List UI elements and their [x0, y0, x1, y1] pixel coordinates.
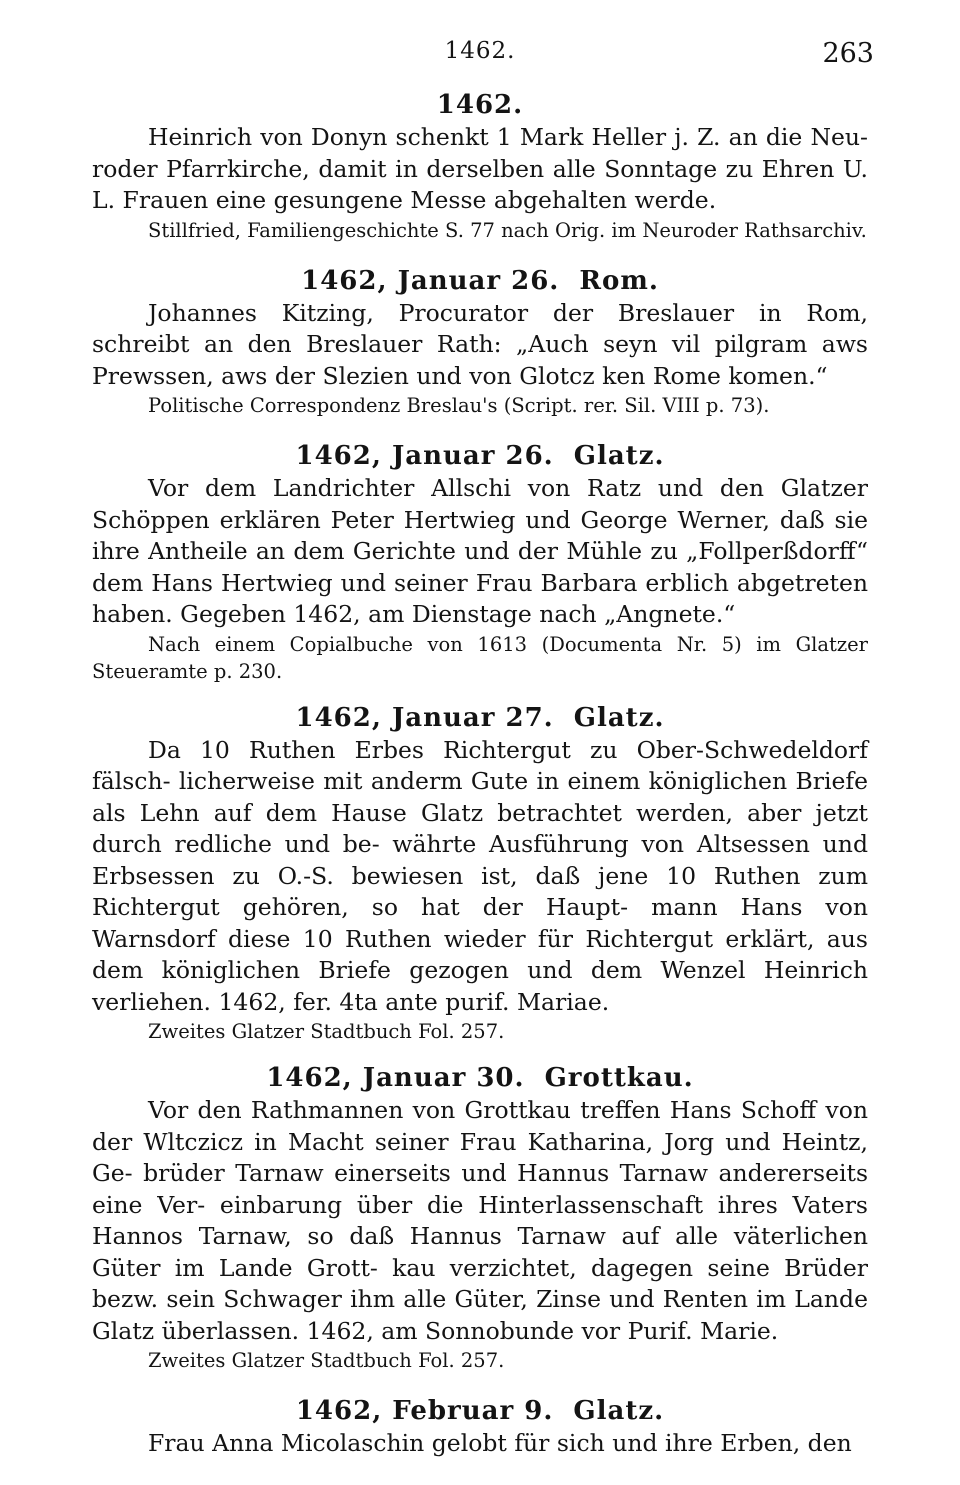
entry [92, 701, 868, 1046]
entry [92, 264, 868, 420]
entry-place: Grottkau. [544, 1063, 694, 1093]
entry-body: Vor den Rathmannen von Grottkau treffen Hans Schoff von der Wltczicz in Macht seiner Frau Katharina, Jorg und Heintz, Ge- brüder Tarnaw einerseits und Hannus Tarnaw andererseits eine Ver- einbarung über die Hinterlassenschaft ihres Vaters Hannos Tarnaw, so daß Hannus Tarnaw auf alle väterlichen Güter im Lande Grott- kau verzichtet, dagegen seine Brüder bezw. sein Schwager ihm alle Güter, Zinse und Renten im Lande Glatz überlassen. 1462, am Sonnobunde vor Purif. Marie. [92, 1096, 868, 1345]
running-title: 1462. [444, 38, 516, 64]
entry-date: 1462, Januar 26. [295, 441, 554, 471]
entry-date: 1462, Februar 9. [295, 1396, 554, 1426]
entry-source: Nach einem Copialbuche von 1613 (Documenta Nr. 5) im Glatzer Steueramte p. 230. [92, 632, 868, 683]
entry-place: Rom. [579, 265, 659, 296]
entry-heading [92, 1061, 868, 1095]
entry-place: Glatz. [573, 1396, 665, 1426]
entry-source: Stillfried, Familiengeschichte S. 77 nach Orig. im Neuroder Rathsarchiv. [148, 218, 867, 242]
entry-source: Politische Correspondenz Breslau's (Script. rer. Sil. VIII p. 73). [148, 394, 770, 417]
entry-body: Da 10 Ruthen Erbes Richtergut zu Ober-Schwedeldorf fälsch- licherweise mit anderm Gute in einem königlichen Briefe als Lehn auf dem Hause Glatz betrachtet werden, aber jetzt durch redliche und be- währte Ausführung von Altsessen und Erbsessen zu O.-S. bewiesen ist, daß jene 10 Ruthen zum Richtergut gehören, so hat der Haupt- mann Hans von Warnsdorf diese 10 Ruthen wieder für Richtergut erklärt, aus dem königlichen Briefe gezogen und dem Wenzel Heinrich verliehen. 1462, fer. 4ta ante purif. Mariae. [92, 735, 868, 1016]
entry-body: Johannes Kitzing, Procurator der Breslauer in Rom, schreibt an den Breslauer Rath: „Auch seyn vil pilgram aws Prewssen, aws der Slezien und von Glotcz ken Rome komen.“ [92, 298, 868, 390]
entry-body: Vor dem Landrichter Allschi von Ratz und den Glatzer Schöppen erklären Peter Hertwieg und George Werner, daß sie ihre Antheile an dem Gerichte und der Mühle zu „Follperßdorff“ dem Hans Hertwieg und seiner Frau Barbara erblich abgetreten haben. Gegeben 1462, am Dienstage nach „Angnete.“ [92, 474, 868, 628]
entry-heading [92, 439, 868, 473]
entry-source: Zweites Glatzer Stadtbuch Fol. 257. [148, 1020, 505, 1043]
entry [92, 1394, 868, 1460]
entry-place: Glatz. [573, 441, 665, 471]
entry-body: Frau Anna Micolaschin gelobt für sich und ihre Erben, den [148, 1429, 852, 1457]
page-number: 263 [822, 38, 874, 69]
entry-heading [92, 1394, 868, 1428]
running-header [0, 38, 960, 70]
entry [92, 88, 868, 244]
entry-heading [92, 701, 868, 735]
entry [92, 1061, 868, 1374]
entry-body: Heinrich von Donyn schenkt 1 Mark Heller j. Z. an die Neu- roder Pfarrkirche, damit in derselben alle Sonntage zu Ehren U. L. Frauen eine gesungene Messe abgehalten werde. [92, 123, 868, 214]
entry-heading [92, 264, 868, 298]
entry-heading [92, 88, 868, 122]
entry-date: 1462, Januar 30. [266, 1063, 525, 1093]
entry-date: 1462, Januar 26. [301, 265, 560, 296]
page-content [92, 88, 868, 1460]
entry-date: 1462, Januar 27. [295, 702, 554, 733]
entry [92, 439, 868, 685]
entry-source: Zweites Glatzer Stadtbuch Fol. 257. [148, 1349, 505, 1372]
entry-date: 1462. [436, 90, 524, 120]
entry-place: Glatz. [573, 702, 665, 733]
